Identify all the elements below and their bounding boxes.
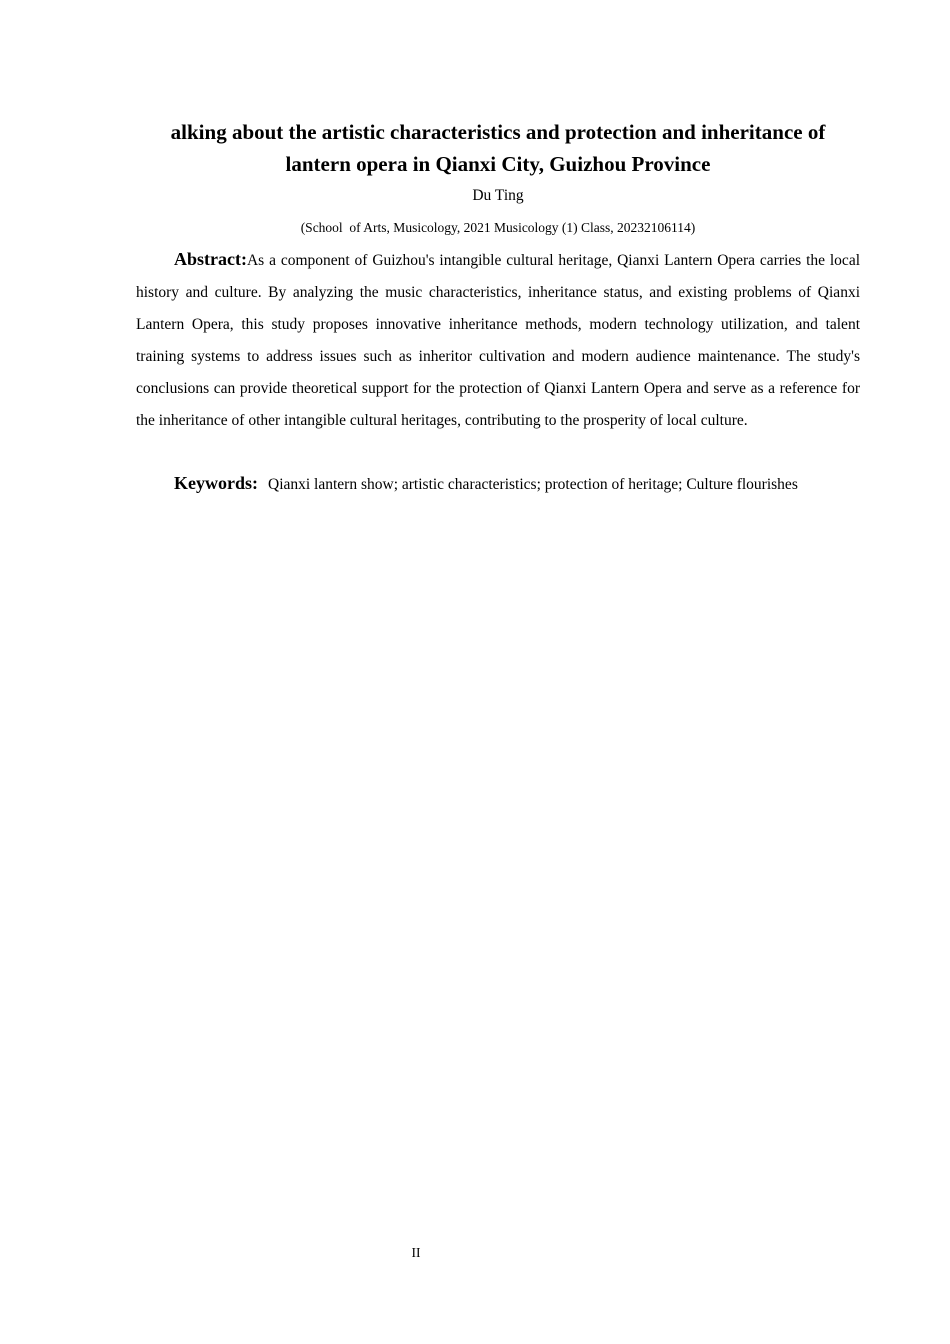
keywords-label: Keywords: [174,473,258,493]
paper-title: alking about the artistic characteristics and protection and inheritance of lantern opera in Qianxi City, Guizhou Province [170,120,826,176]
author-affiliation: (School of Arts, Musicology, 2021 Musicology (1) Class, 20232106114) [300,220,696,235]
keywords-paragraph [136,467,860,501]
abstract-paragraph [136,243,860,437]
author-name: Du Ting [472,187,524,204]
abstract-label: Abstract: [174,249,247,269]
abstract-text: As a component of Guizhou's intangible cultural heritage, Qianxi Lantern Opera carries the local history and culture. By analyzing the music characteristics, inheritance status, and existing problems of Qianxi Lantern Opera, this study proposes innovative inheritance methods, modern technology utilization, and talent training systems to address issues such as inheritor cultivation and modern audience maintenance. The study's conclusions can provide theoretical support for the protection of Qianxi Lantern Opera and serve as a reference for the inheritance of other intangible cultural heritages, contributing to the prosperity of local culture. [136,252,860,429]
keywords-text: Qianxi lantern show; artistic characteristics; protection of heritage; Culture flourishes [268,476,798,493]
page-number: II [411,1245,421,1260]
